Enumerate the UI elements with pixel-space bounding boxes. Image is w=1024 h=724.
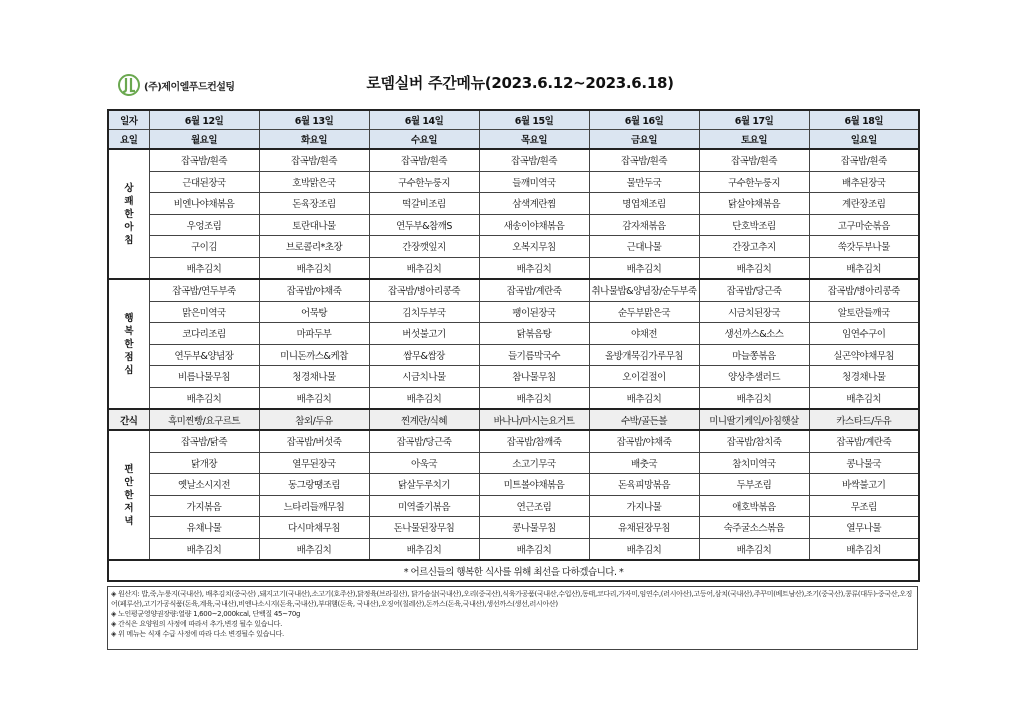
menu-item: 어묵탕 <box>259 301 369 323</box>
menu-item: 소고기무국 <box>479 452 589 474</box>
menu-item: 브로콜리*초장 <box>259 236 369 258</box>
snack-row <box>108 409 919 430</box>
page-title: 로뎀실버 주간메뉴(2023.6.12~2023.6.18) <box>366 74 674 92</box>
menu-item: 배추김치 <box>149 387 259 409</box>
menu-item: 잡곡밥/연두부죽 <box>149 279 259 301</box>
menu-item: 돈나물된장무침 <box>369 517 479 539</box>
lunch-row <box>108 344 919 366</box>
menu-item: 잡곡밥/야채죽 <box>589 430 699 452</box>
menu-item: 배추된장국 <box>809 171 919 193</box>
snack-item: 카스타드/두유 <box>809 409 919 430</box>
menu-item: 잡곡밥/흰죽 <box>369 149 479 171</box>
snack-item: 미니딸기케익/아침햇살 <box>699 409 809 430</box>
date-cell: 6월 17일 <box>699 110 809 130</box>
dinner-row <box>108 474 919 496</box>
day-cell: 화요일 <box>259 130 369 150</box>
menu-item: 간장깻잎지 <box>369 236 479 258</box>
company-name: (주)제이엘푸드컨설팅 <box>144 81 235 93</box>
menu-item: 닭살야채볶음 <box>699 193 809 215</box>
label-char: 복 <box>124 325 134 337</box>
menu-item: 배추김치 <box>589 387 699 409</box>
menu-item: 애호박볶음 <box>699 495 809 517</box>
date-cell: 6월 12일 <box>149 110 259 130</box>
date-row <box>108 110 919 130</box>
label-char: 행 <box>124 312 134 324</box>
menu-item: 간장고추지 <box>699 236 809 258</box>
menu-item: 호박맑은국 <box>259 171 369 193</box>
date-cell: 6월 16일 <box>589 110 699 130</box>
label-char: 한 <box>124 338 134 350</box>
menu-item: 잡곡밥/참깨죽 <box>479 430 589 452</box>
snack-label: 간식 <box>108 409 149 430</box>
snack-item: 바나나/마시는요거트 <box>479 409 589 430</box>
breakfast-label <box>108 149 149 279</box>
menu-item: 잡곡밥/참치죽 <box>699 430 809 452</box>
menu-item: 버섯불고기 <box>369 323 479 345</box>
menu-item: 잡곡밥/야채죽 <box>259 279 369 301</box>
label-char: 아 <box>124 221 134 233</box>
breakfast-row <box>108 193 919 215</box>
menu-item: 단호박조림 <box>699 214 809 236</box>
day-cell: 월요일 <box>149 130 259 150</box>
lunch-row <box>108 387 919 409</box>
dinner-row <box>108 430 919 452</box>
menu-item: 배추김치 <box>479 538 589 560</box>
menu-item: 배추김치 <box>479 257 589 279</box>
date-header-label: 일자 <box>108 110 149 130</box>
menu-item: 마늘쫑볶음 <box>699 344 809 366</box>
label-char: 녁 <box>124 515 134 527</box>
date-cell: 6월 13일 <box>259 110 369 130</box>
menu-item: 닭개장 <box>149 452 259 474</box>
menu-item: 참치미역국 <box>699 452 809 474</box>
menu-item: 비엔나야채볶음 <box>149 193 259 215</box>
menu-item: 비름나물무침 <box>149 366 259 388</box>
company-logo <box>118 73 235 97</box>
menu-item: 열무나물 <box>809 517 919 539</box>
menu-item: 알토란들깨국 <box>809 301 919 323</box>
label-char: 편 <box>124 463 134 475</box>
menu-item: 참나물무침 <box>479 366 589 388</box>
menu-item: 시금치나물 <box>369 366 479 388</box>
menu-item: 배추김치 <box>699 387 809 409</box>
menu-item: 잡곡밥/당근죽 <box>369 430 479 452</box>
menu-item: 마파두부 <box>259 323 369 345</box>
menu-item: 시금치된장국 <box>699 301 809 323</box>
menu-item: 올방개묵김가루무침 <box>589 344 699 366</box>
day-row <box>108 130 919 150</box>
menu-item: 배추김치 <box>809 387 919 409</box>
menu-item: 배추김치 <box>259 257 369 279</box>
footnote-line: ◈ 노인평균영양권장량:열량 1,600~2,000kcal, 단백질 45~70g <box>111 610 301 618</box>
menu-item: 닭볶음탕 <box>479 323 589 345</box>
label-char: 심 <box>124 364 134 376</box>
menu-item: 아욱국 <box>369 452 479 474</box>
menu-item: 잡곡밥/흰죽 <box>259 149 369 171</box>
menu-item: 취나물밥&양념장/순두부죽 <box>589 279 699 301</box>
menu-item: 잡곡밥/흰죽 <box>149 149 259 171</box>
dinner-row <box>108 517 919 539</box>
menu-item: 떡갈비조림 <box>369 193 479 215</box>
menu-item: 두부조림 <box>699 474 809 496</box>
day-cell: 일요일 <box>809 130 919 150</box>
menu-item: 코다리조림 <box>149 323 259 345</box>
menu-item: 순두부맑은국 <box>589 301 699 323</box>
day-cell: 토요일 <box>699 130 809 150</box>
menu-item: 돈육장조림 <box>259 193 369 215</box>
menu-item: 생선까스&소스 <box>699 323 809 345</box>
menu-item: 물만두국 <box>589 171 699 193</box>
menu-item: 배추김치 <box>369 387 479 409</box>
lunch-row <box>108 301 919 323</box>
menu-item: 가지나물 <box>589 495 699 517</box>
menu-item: 맑은미역국 <box>149 301 259 323</box>
menu-item: 잡곡밥/계란죽 <box>479 279 589 301</box>
menu-item: 배추김치 <box>149 538 259 560</box>
snack-item: 참외/두유 <box>259 409 369 430</box>
menu-item: 배추김치 <box>259 538 369 560</box>
snack-item: 찐계란/식혜 <box>369 409 479 430</box>
menu-item: 배추김치 <box>809 257 919 279</box>
breakfast-row <box>108 149 919 171</box>
day-cell: 금요일 <box>589 130 699 150</box>
menu-item: 유채나물 <box>149 517 259 539</box>
menu-item: 근대나물 <box>589 236 699 258</box>
menu-item: 배추김치 <box>589 538 699 560</box>
menu-item: 잡곡밥/흰죽 <box>809 149 919 171</box>
label-char: 상 <box>124 182 134 194</box>
menu-item: 삼색계란찜 <box>479 193 589 215</box>
weekly-menu-table <box>107 109 920 582</box>
day-cell: 목요일 <box>479 130 589 150</box>
lunch-row <box>108 323 919 345</box>
menu-item: 고구마순볶음 <box>809 214 919 236</box>
menu-item: 잡곡밥/병아리콩죽 <box>809 279 919 301</box>
menu-item: 계란장조림 <box>809 193 919 215</box>
menu-item: 오복지무침 <box>479 236 589 258</box>
menu-item: 다시마채무침 <box>259 517 369 539</box>
menu-item: 배추김치 <box>369 538 479 560</box>
menu-item: 미역줄기볶음 <box>369 495 479 517</box>
menu-item: 구수한누룽지 <box>369 171 479 193</box>
snack-item: 수박/골든볼 <box>589 409 699 430</box>
menu-item: 야채전 <box>589 323 699 345</box>
footnote-line: ◈ 위 메뉴는 식재 수급 사정에 따라 다소 변경될수 있습니다. <box>111 630 284 638</box>
menu-item: 숙주굴소스볶음 <box>699 517 809 539</box>
menu-item: 느타리들깨무침 <box>259 495 369 517</box>
logo-mark-icon <box>118 73 140 97</box>
menu-item: 근대된장국 <box>149 171 259 193</box>
menu-item: 잡곡밥/당근죽 <box>699 279 809 301</box>
menu-item: 무조림 <box>809 495 919 517</box>
label-char: 쾌 <box>124 195 134 207</box>
menu-item: 쑥갓두부나물 <box>809 236 919 258</box>
label-char: 침 <box>124 234 134 246</box>
dinner-row <box>108 452 919 474</box>
menu-item: 배추김치 <box>259 387 369 409</box>
dinner-row <box>108 538 919 560</box>
label-char: 점 <box>124 351 134 363</box>
menu-item: 배춧국 <box>589 452 699 474</box>
menu-item: 연두부&참깨S <box>369 214 479 236</box>
menu-item: 팽이된장국 <box>479 301 589 323</box>
menu-item: 들깨미역국 <box>479 171 589 193</box>
breakfast-row <box>108 257 919 279</box>
menu-item: 옛날소시지전 <box>149 474 259 496</box>
lunch-row <box>108 279 919 301</box>
footnote-line: ◈ 간식은 요양원의 사정에 따라서 추가,변경 될수 있습니다. <box>111 620 283 628</box>
menu-item: 쌈무&쌈장 <box>369 344 479 366</box>
date-cell: 6월 15일 <box>479 110 589 130</box>
dinner-label <box>108 430 149 560</box>
menu-item: 임연수구이 <box>809 323 919 345</box>
closing-note: * 어르신들의 행복한 식사를 위해 최선을 다하겠습니다. * <box>108 560 919 581</box>
menu-item: 청경채나물 <box>809 366 919 388</box>
label-char: 한 <box>124 208 134 220</box>
menu-item: 잡곡밥/닭죽 <box>149 430 259 452</box>
menu-item: 토란대나물 <box>259 214 369 236</box>
label-char: 한 <box>124 489 134 501</box>
menu-item: 미니돈까스&케찹 <box>259 344 369 366</box>
menu-item: 배추김치 <box>699 538 809 560</box>
menu-item: 실곤약야채무침 <box>809 344 919 366</box>
snack-item: 흑미찐빵/요구르트 <box>149 409 259 430</box>
day-cell: 수요일 <box>369 130 479 150</box>
menu-item: 구이김 <box>149 236 259 258</box>
menu-item: 닭살두루치기 <box>369 474 479 496</box>
menu-item: 양상추샐러드 <box>699 366 809 388</box>
menu-item: 오이겉절이 <box>589 366 699 388</box>
dinner-row <box>108 495 919 517</box>
lunch-label <box>108 279 149 409</box>
menu-item: 배추김치 <box>589 257 699 279</box>
menu-item: 유채된장무침 <box>589 517 699 539</box>
menu-item: 동그랑땡조림 <box>259 474 369 496</box>
footnote-line: ◈ 원산지: 밥,죽,누룽지(국내산), 배추김치(중국산) ,돼지고기(국내산),소고기(호주산),닭정육(브라질산), 닭가슴살(국내산),오리(중국산),식육가공품(국내산,수입산),동태,코다리,가자미,임연수,(러시아산),고등어,삼치(국내산),주꾸미(베트남산),조기(중국산),콩류(대두)-중국산,오징어(페루산),고기가공식품(돈육,계육,국내산),비엔나소시지(돈육,국내산),부대햄(돈육, 국내산),오징어(칠레산),돈까스(돈육,국내산),생선까스(생선,러시아산) <box>111 590 913 608</box>
menu-item: 콩나물국 <box>809 452 919 474</box>
menu-item: 청경채나물 <box>259 366 369 388</box>
date-cell: 6월 18일 <box>809 110 919 130</box>
menu-item: 연근조림 <box>479 495 589 517</box>
menu-item: 우엉조림 <box>149 214 259 236</box>
menu-item: 감자채볶음 <box>589 214 699 236</box>
menu-item: 연두부&양념장 <box>149 344 259 366</box>
menu-item: 배추김치 <box>479 387 589 409</box>
menu-item: 잡곡밥/흰죽 <box>699 149 809 171</box>
footnotes <box>107 586 918 650</box>
menu-item: 가지볶음 <box>149 495 259 517</box>
menu-item: 김치두부국 <box>369 301 479 323</box>
menu-item: 새송이야채볶음 <box>479 214 589 236</box>
menu-item: 돈육피망볶음 <box>589 474 699 496</box>
menu-item: 배추김치 <box>809 538 919 560</box>
menu-item: 배추김치 <box>149 257 259 279</box>
menu-item: 명엽채조림 <box>589 193 699 215</box>
menu-item: 배추김치 <box>699 257 809 279</box>
breakfast-row <box>108 214 919 236</box>
menu-item: 잡곡밥/병아리콩죽 <box>369 279 479 301</box>
menu-item: 열무된장국 <box>259 452 369 474</box>
breakfast-row <box>108 236 919 258</box>
menu-item: 들기름막국수 <box>479 344 589 366</box>
menu-item: 잡곡밥/버섯죽 <box>259 430 369 452</box>
menu-item: 바싹불고기 <box>809 474 919 496</box>
menu-item: 배추김치 <box>369 257 479 279</box>
menu-item: 구수한누룽지 <box>699 171 809 193</box>
menu-item: 잡곡밥/계란죽 <box>809 430 919 452</box>
menu-item: 잡곡밥/흰죽 <box>479 149 589 171</box>
menu-item: 미트볼야채볶음 <box>479 474 589 496</box>
lunch-row <box>108 366 919 388</box>
label-char: 저 <box>124 502 134 514</box>
menu-item: 콩나물무침 <box>479 517 589 539</box>
menu-item: 잡곡밥/흰죽 <box>589 149 699 171</box>
day-header-label: 요일 <box>108 130 149 150</box>
date-cell: 6월 14일 <box>369 110 479 130</box>
label-char: 안 <box>124 476 134 488</box>
breakfast-row <box>108 171 919 193</box>
